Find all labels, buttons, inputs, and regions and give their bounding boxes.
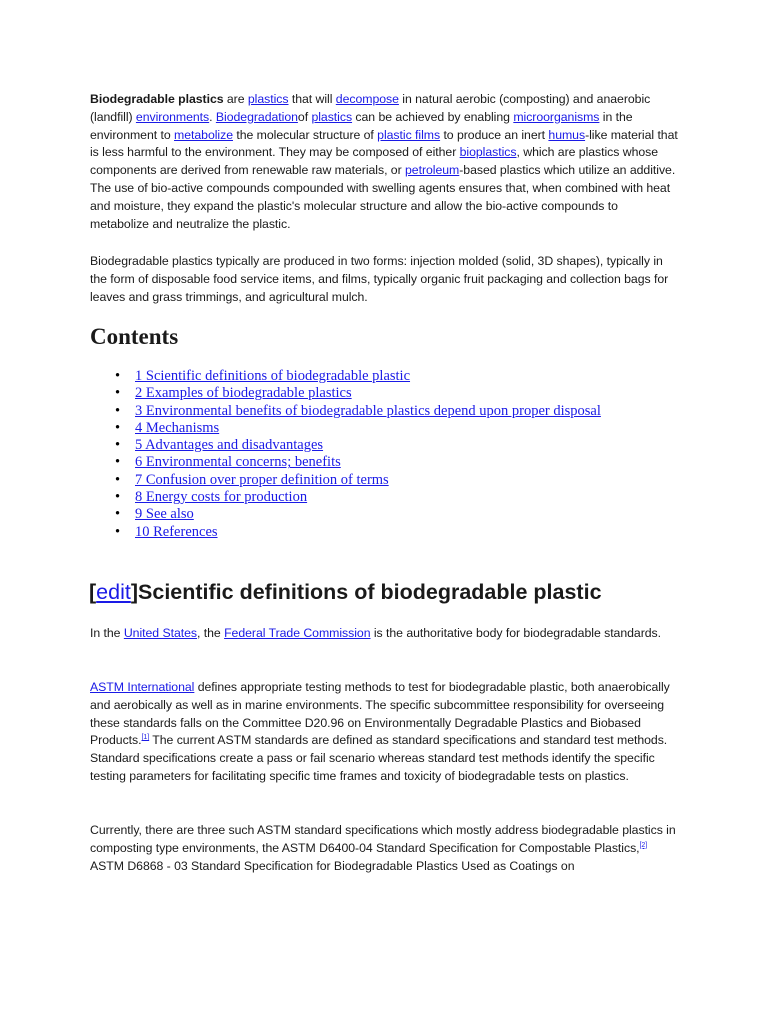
toc-bullet-icon: • — [115, 368, 121, 384]
toc-item — [90, 506, 601, 523]
open-bracket: [ — [89, 580, 97, 604]
bold-term: Biodegradable plastics — [90, 92, 224, 106]
contents-heading: Contents — [90, 324, 179, 349]
inline-link[interactable]: humus — [548, 127, 586, 142]
table-of-contents — [90, 368, 601, 541]
close-bracket: ] — [130, 580, 139, 604]
text-run: the molecular structure of — [232, 127, 378, 142]
toc-item — [90, 437, 601, 454]
toc-item — [90, 472, 601, 489]
toc-link-2[interactable]: 2 Examples of biodegradable plastics — [135, 385, 352, 402]
toc-link-8[interactable]: 8 Energy costs for production — [135, 489, 308, 506]
toc-bullet-icon: • — [115, 523, 121, 540]
intro-paragraph-1 — [90, 91, 680, 233]
toc-link-5[interactable]: 5 Advantages and disadvantages — [135, 437, 324, 454]
text-run: in the environment to — [90, 109, 633, 142]
text-run: are — [223, 92, 248, 106]
section-paragraph-1 — [90, 625, 680, 643]
inline-link[interactable]: plastic films — [377, 127, 441, 142]
text-run: -based plastics which utilize an additive. The use of bio-active compounds compounded with swelling agents ensures that, when combined with heat and moisture, they expand the plastic's molecular structure and allow the bio-active compounds to metabolize and neutralize the plastic. — [90, 163, 676, 231]
inline-link[interactable]: plastics — [247, 92, 289, 106]
toc-link-4[interactable]: 4 Mechanisms — [135, 419, 220, 436]
text-run: of — [297, 109, 312, 124]
text-run: ASTM D6868 - 03 Standard Specification for Biodegradable Plastics Used as Coatings on — [90, 858, 575, 873]
text-run: can be achieved by enabling — [352, 109, 514, 124]
toc-link-1[interactable]: 1 Scientific definitions of biodegradable plastic — [135, 368, 411, 384]
toc-bullet-icon: • — [115, 506, 121, 523]
toc-link-3[interactable]: 3 Environmental benefits of biodegradable plastics depend upon proper disposal — [135, 402, 601, 419]
inline-link[interactable]: bioplastics — [459, 145, 517, 160]
toc-bullet-icon: • — [115, 437, 121, 454]
toc-item — [90, 454, 601, 471]
toc-bullet-icon: • — [115, 454, 121, 471]
toc-bullet-icon: • — [115, 419, 121, 436]
intro-paragraph-1-block — [90, 91, 680, 233]
toc-item — [90, 368, 601, 385]
toc-bullet-icon: • — [115, 471, 121, 488]
toc-bullet-icon: • — [115, 489, 121, 506]
toc-link-9[interactable]: 9 See also — [135, 506, 194, 523]
toc-item — [90, 420, 601, 437]
text-run: , the — [197, 626, 225, 640]
inline-link[interactable]: ASTM International — [90, 680, 195, 694]
text-run: defines appropriate testing methods to test for biodegradable plastic, both anaerobically and aerobically as well as in marine environments. The specific subcommittee responsibility for overseeing these standards falls on the Committee D20.96 on Environmentally Degradable Plastics and Biobased Products. — [90, 680, 670, 748]
inline-link[interactable]: microorganisms — [513, 109, 600, 124]
toc-link-10[interactable]: 10 References — [135, 523, 218, 540]
text-run: in natural aerobic (composting) and anaerobic (landfill) — [90, 92, 651, 124]
text-run: In the — [90, 626, 124, 640]
intro-paragraph-2-block — [90, 253, 680, 306]
toc-link-6[interactable]: 6 Environmental concerns; benefits — [135, 454, 341, 471]
text-run: . — [209, 109, 216, 124]
section-paragraph-3 — [90, 822, 680, 875]
inline-link[interactable]: metabolize — [174, 127, 233, 142]
section-paragraph-2 — [90, 679, 680, 786]
toc-item — [90, 489, 601, 506]
section-paragraph-1-block — [90, 625, 680, 643]
reference-link[interactable]: [1] — [141, 734, 150, 742]
reference-link[interactable]: [2] — [639, 841, 648, 849]
text-run: is the authoritative body for biodegradable standards. — [370, 626, 662, 640]
text-run: to produce an inert — [440, 127, 549, 142]
text-run: , which are plastics whose components are derived from renewable raw materials, or — [90, 145, 659, 178]
toc-item — [90, 403, 601, 420]
toc-item — [90, 524, 601, 541]
toc-bullet-icon: • — [115, 402, 121, 419]
text-run: -like material that is less harmful to the environment. They may be composed of either — [90, 127, 678, 160]
section-paragraph-3-block — [90, 822, 680, 875]
toc-item — [90, 385, 601, 402]
text-run: The current ASTM standards are defined as standard specifications and standard test methods. Standard specifications create a pass or fail scenario whereas standard test methods identify the specific testing parameters for facilitating specific time frames and toxicity of biodegradable tests on plastics. — [90, 733, 668, 783]
reference-superscript — [142, 734, 150, 741]
section-paragraph-2-block — [90, 679, 680, 786]
inline-link[interactable]: Biodegradation — [215, 109, 298, 124]
toc-link-7[interactable]: 7 Confusion over proper definition of terms — [135, 471, 389, 488]
inline-link[interactable]: plastics — [311, 109, 353, 124]
toc-bullet-icon: • — [115, 385, 121, 402]
reference-superscript — [640, 842, 648, 849]
inline-link[interactable]: environments — [135, 109, 210, 124]
intro-paragraph-2: Biodegradable plastics typically are produced in two forms: injection molded (solid, 3D shapes), typically in the form of disposable food service items, and films, typically organic fruit packaging and collection bags for leaves and grass trimmings, and agricultural mulch. — [90, 254, 669, 304]
inline-link[interactable]: petroleum — [405, 163, 460, 178]
inline-link[interactable]: decompose — [335, 92, 399, 106]
inline-link[interactable]: Federal Trade Commission — [224, 626, 371, 640]
text-run: Currently, there are three such ASTM standard specifications which mostly address biodegradable plastics in composting type environments, the ASTM D6400-04 Standard Specification for Compostable Plastics, — [90, 823, 676, 855]
inline-link[interactable]: United States — [123, 626, 198, 640]
section-heading-scientific-definitions — [89, 577, 602, 607]
edit-link[interactable]: edit — [96, 580, 131, 604]
section-title-text: Scientific definitions of biodegradable plastic — [138, 580, 602, 604]
text-run: that will — [288, 92, 336, 106]
